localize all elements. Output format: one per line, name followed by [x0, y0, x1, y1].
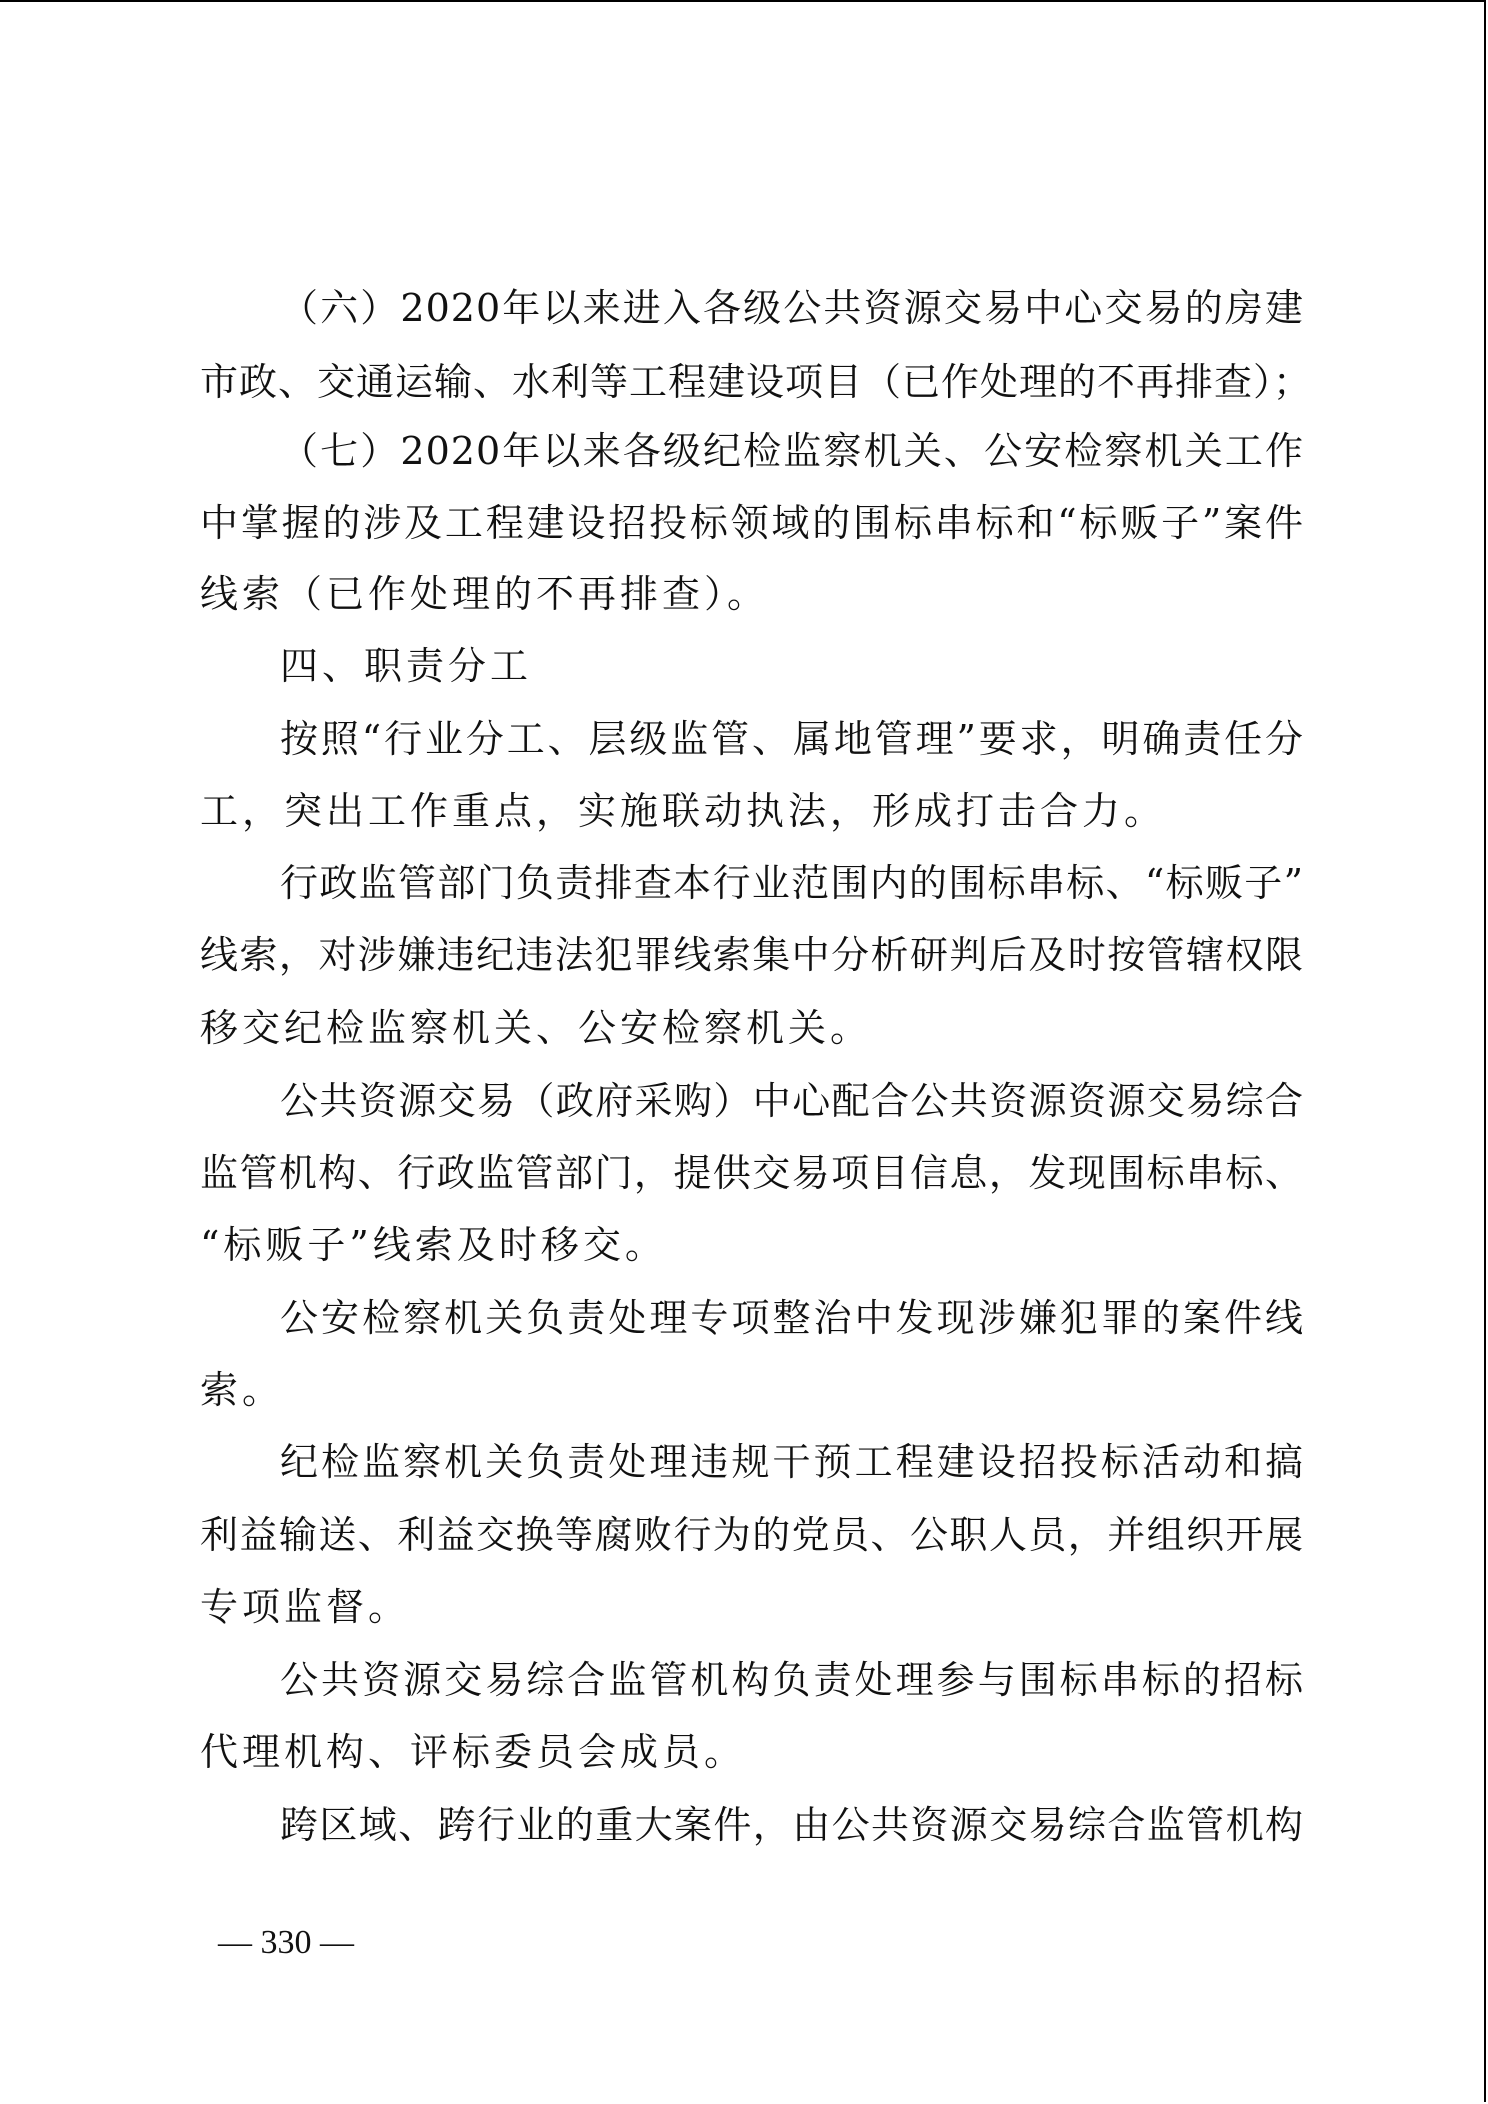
paragraph-line: 跨区域、跨行业的重大案件，由公共资源交易综合监管机构: [280, 1803, 1304, 1847]
paragraph-line: 利益输送、利益交换等腐败行为的党员、公职人员，并组织开展: [200, 1513, 1304, 1557]
paragraph-line: （七）2020年以来各级纪检监察机关、公安检察机关工作: [280, 429, 1304, 473]
paragraph-line: 市政、交通运输、水利等工程建设项目（已作处理的不再排查）；: [200, 360, 1313, 404]
paragraph-line: 按照“行业分工、层级监管、属地管理”要求，明确责任分: [280, 717, 1304, 761]
page-number: — 330 —: [218, 1924, 354, 1961]
paragraph-line: “标贩子”线索及时移交。: [200, 1223, 667, 1267]
paragraph-line: 代理机构、评标委员会成员。: [200, 1730, 747, 1774]
paragraph-line: 线索（已作处理的不再排查）。: [200, 572, 770, 616]
paragraph-line: 索。: [200, 1368, 285, 1412]
section-heading: 四、职责分工: [280, 644, 533, 688]
paragraph-line: 公安检察机关负责处理专项整治中发现涉嫌犯罪的案件线: [280, 1296, 1304, 1340]
paragraph-line: 纪检监察机关负责处理违规干预工程建设招投标活动和搞: [280, 1440, 1304, 1484]
paragraph-line: 公共资源交易（政府采购）中心配合公共资源资源交易综合: [280, 1079, 1304, 1123]
paragraph-line: 公共资源交易综合监管机构负责处理参与围标串标的招标: [280, 1658, 1304, 1702]
paragraph-line: 线索，对涉嫌违纪违法犯罪线索集中分析研判后及时按管辖权限: [200, 933, 1304, 977]
paragraph-line: 专项监督。: [200, 1585, 411, 1629]
paragraph-line: 中掌握的涉及工程建设招投标领域的围标串标和“标贩子”案件: [200, 501, 1304, 545]
paragraph-line: 工，突出工作重点，实施联动执法，形成打击合力。: [200, 789, 1167, 833]
paragraph-line: （六）2020年以来进入各级公共资源交易中心交易的房建: [280, 286, 1304, 330]
paragraph-line: 监管机构、行政监管部门，提供交易项目信息，发现围标串标、: [200, 1151, 1304, 1195]
paragraph-line: 行政监管部门负责排查本行业范围内的围标串标、“标贩子”: [280, 861, 1304, 905]
paragraph-line: 移交纪检监察机关、公安检察机关。: [200, 1006, 873, 1050]
